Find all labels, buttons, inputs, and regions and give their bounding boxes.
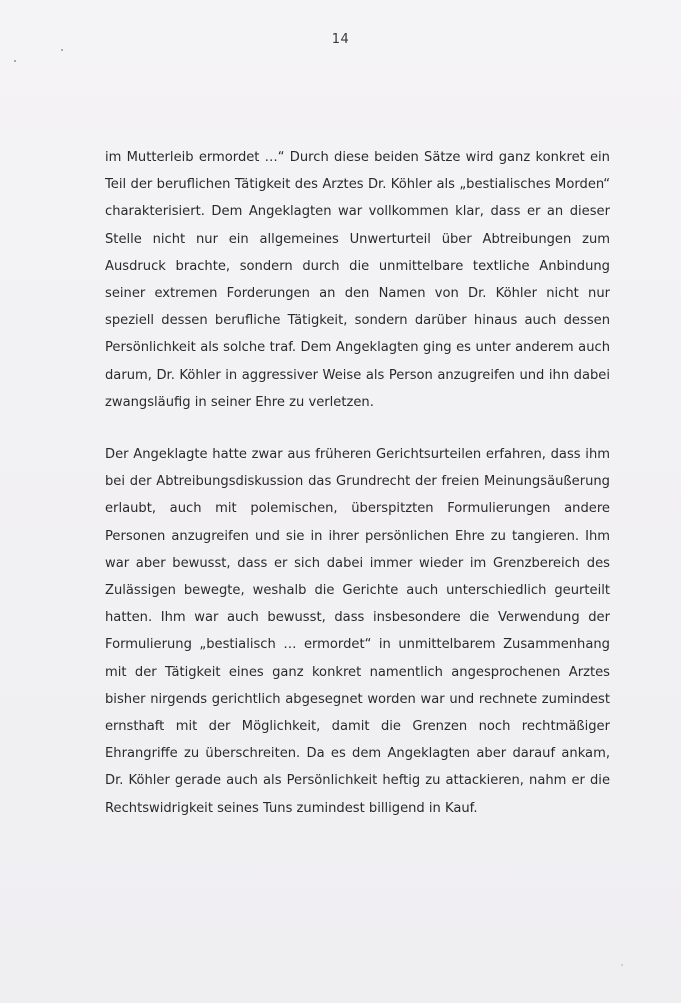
paragraph-1: im Mutterleib ermordet …“ Durch diese beiden Sätze wird ganz konkret ein Teil der beruflichen Tätigkeit des Arztes Dr. Köhler als „bestialisches Morden“ charakterisiert. Dem Angeklagten war vollkommen klar, dass er an dieser Stelle nicht nur ein allgemeines Unwerturteil über Abtreibungen zum Ausdruck brachte, sondern durch die unmittelbare textliche Anbindung seiner extremen Forderungen an den Namen von Dr. Köhler nicht nur speziell dessen berufliche Tätigkeit, sondern darüber hinaus auch dessen Persönlichkeit als solche traf. Dem Angeklagten ging es unter anderem auch darum, Dr. Köhler in aggressiver Weise als Person anzugreifen und ihn dabei zwangsläufig in seiner Ehre zu verletzen.	[105, 150, 610, 410]
scan-speck	[621, 964, 623, 966]
paragraph-2: Der Angeklagte hatte zwar aus früheren Gerichtsurteilen erfahren, dass ihm bei der Abtreibungsdiskussion das Grundrecht der freien Meinungsäußerung erlaubt, auch mit polemischen, überspitzten Formulierungen andere Personen anzugreifen und sie in ihrer persönlichen Ehre zu tangieren. Ihm war aber bewusst, dass er sich dabei immer wieder im Grenzbereich des Zulässigen bewegte, weshalb die Gerichte auch unterschiedlich geurteilt hatten. Ihm war auch bewusst, dass insbesondere die Verwendung der Formulierung „bestialisch … ermordet“ in unmittelbarem Zusammenhang mit der Tätigkeit eines ganz konkret namentlich angesprochenen Arztes bisher nirgends gerichtlich abgesegnet worden war und rechnete zumindest ernsthaft mit der Möglichkeit, damit die Grenzen noch rechtmäßiger Ehrangriffe zu überschreiten. Da es dem Angeklagten aber darauf ankam, Dr. Köhler gerade auch als Persönlichkeit heftig zu attackieren, nahm er die Rechtswidrigkeit seines Tuns zumindest billigend in Kauf.	[105, 447, 610, 816]
scan-speck	[61, 49, 63, 51]
scan-speck	[14, 60, 16, 62]
page-number: 14	[331, 32, 350, 47]
